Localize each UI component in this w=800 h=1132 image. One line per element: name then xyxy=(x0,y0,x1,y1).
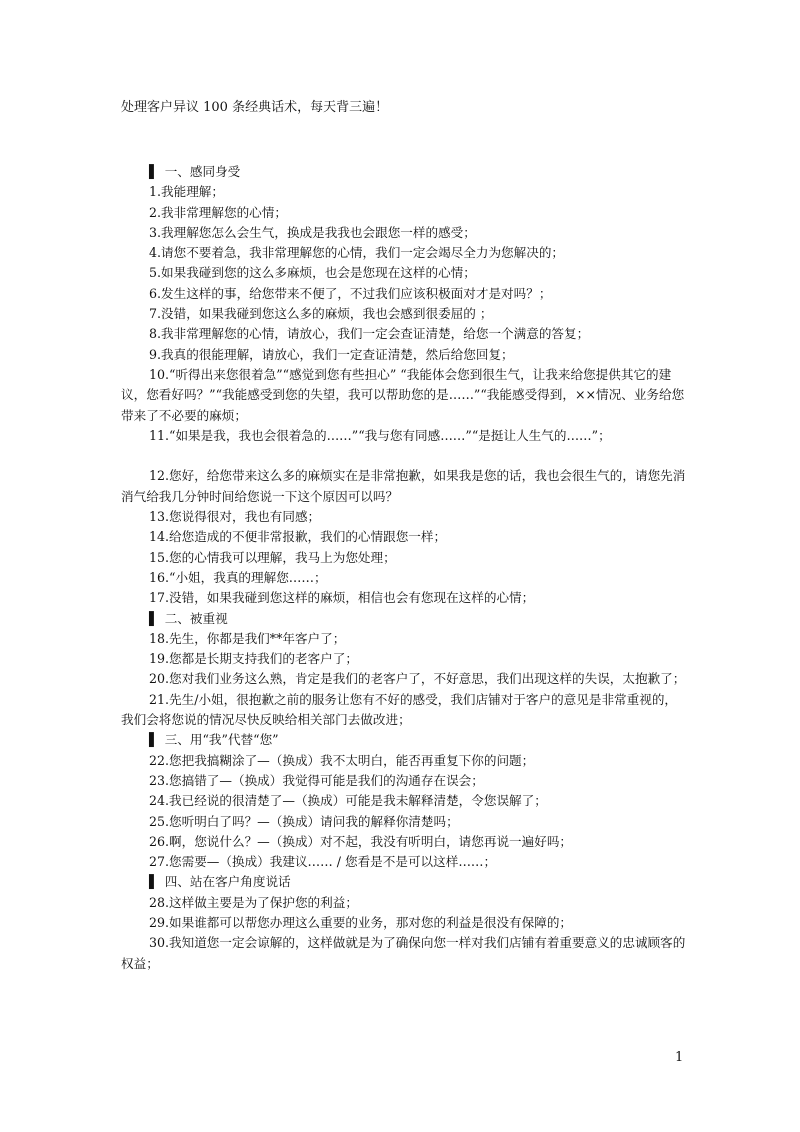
section-heading: ▌ 三、用“我”代替“您” xyxy=(121,730,686,750)
list-item: 17.没错，如果我碰到您这样的麻烦，相信也会有您现在这样的心情； xyxy=(149,590,535,606)
list-item: 9.我真的很能理解，请放心，我们一定查证清楚，然后给您回复； xyxy=(149,346,514,362)
list-item: 30.我知道您一定会谅解的，这样做就是为了确保向您一样对我们店铺有着重要意义的忠诚顾客的权益； xyxy=(121,935,686,971)
page-number: 1 xyxy=(675,1050,684,1065)
list-item: 6.发生这样的事，给您带来不便了，不过我们应该积极面对才是对吗？； xyxy=(149,285,552,301)
list-item: 1.我能理解； xyxy=(149,184,224,200)
list-item: 24.我已经说的很清楚了—（换成）可能是我未解释清楚，令您误解了； xyxy=(149,793,547,809)
list-item: 23.您搞错了—（换成）我觉得可能是我们的沟通存在误会； xyxy=(149,772,484,788)
list-item: 12.您好，给您带来这么多的麻烦实在是非常抱歉，如果我是您的话，我也会很生气的，请您先消消气给我几分钟时间给您说一下这个原因可以吗？ xyxy=(121,468,686,504)
list-item: 14.给您造成的不便非常报歉，我们的心情跟您一样； xyxy=(149,529,447,545)
list-item: 21.先生/小姐，很抱歉之前的服务让您有不好的感受，我们店铺对于客户的意见是非常重视的，我们会将您说的情况尽快反映给相关部门去做改进； xyxy=(121,691,678,728)
list-item: 3.我理解您怎么会生气，换成是我我也会跟您一样的感受； xyxy=(149,224,476,240)
list-item: 15.您的心情我可以理解，我马上为您处理； xyxy=(149,549,396,565)
list-item: 22.您把我搞糊涂了—（换成）我不太明白，能否再重复下你的问题； xyxy=(149,752,535,768)
section-heading: ▌ 四、站在客户角度说话 xyxy=(121,872,686,892)
list-item: 2.我非常理解您的心情； xyxy=(149,204,287,220)
list-item: 27.您需要—（换成）我建议…… / 您看是不是可以这样……； xyxy=(149,854,497,870)
list-item: 10.“听得出来您很着急”“感觉到您有些担心” “我能体会您到很生气，让我来给您提供其它的建议，您看好吗？”“我能感受到您的失望，我可以帮助您的是……”“我能感受得到，××情况、业务给您带来了不必要的麻烦； xyxy=(121,366,685,423)
document-title: 处理客户异议 100 条经典话术，每天背三遍！ xyxy=(121,100,389,115)
list-item: 4.请您不要着急，我非常理解您的心情，我们一定会竭尽全力为您解决的； xyxy=(149,245,565,261)
list-item: 29.如果谁都可以帮您办理这么重要的业务，那对您的利益是很没有保障的； xyxy=(149,914,573,930)
list-item: 18.先生，你都是我们**年客户了； xyxy=(149,630,346,646)
section-heading: ▌ 一、感同身受 xyxy=(121,162,686,182)
list-item: 28.这样做主要是为了保护您的利益； xyxy=(149,894,358,910)
list-item: 8.我非常理解您的心情，请放心，我们一定会查证清楚，给您一个满意的答复； xyxy=(149,326,590,342)
list-item: 19.您都是长期支持我们的老客户了； xyxy=(149,651,358,667)
section-heading: ▌ 二、被重视 xyxy=(121,609,686,629)
list-item: 7.没错，如果我碰到您这么多的麻烦，我也会感到很委屈的 ； xyxy=(149,306,493,322)
list-item: 16.“小姐，我真的理解您……； xyxy=(149,569,327,585)
blank-line xyxy=(121,446,686,466)
list-item: 20.您对我们业务这么熟，肯定是我们的老客户了，不好意思，我们出现这样的失误，太抱歉了； xyxy=(149,671,686,687)
list-item: 26.啊，您说什么？—（换成）对不起，我没有听明白，请您再说一遍好吗； xyxy=(149,833,573,849)
list-item: 5.如果我碰到您的这么多麻烦，也会是您现在这样的心情； xyxy=(149,265,476,281)
document-body xyxy=(121,162,686,974)
list-item: 13.您说得很对，我也有同感； xyxy=(149,509,321,525)
list-item: 11.“如果是我，我也会很着急的……”“我与您有同感……”“是挺让人生气的……”； xyxy=(149,427,611,443)
list-item: 25.您听明白了吗？—（换成）请问我的解释你清楚吗； xyxy=(149,813,459,829)
